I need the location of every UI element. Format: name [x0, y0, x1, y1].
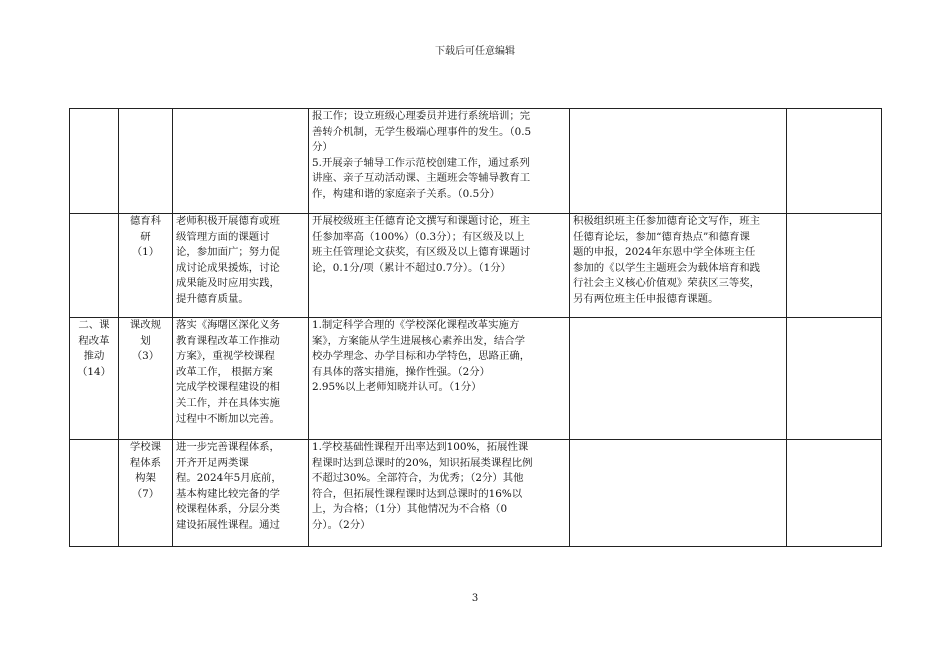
cell-line: 讲座、亲子互动活动课、主题班会等辅导教育工: [312, 172, 531, 185]
table-row: [70, 440, 882, 547]
cell-line: 划: [140, 334, 151, 347]
cell-line: 报工作；设立班级心理委员并进行系统培训；完: [312, 110, 531, 122]
cell-line: 校课程体系，分层分类: [176, 503, 280, 516]
cell-line: 有具体的落实措施，操作性强。（2分）: [312, 365, 491, 378]
cell-line: 参加的《以学生主题班会为载体培育和践: [573, 261, 761, 274]
cell-line: 案》，方案能从学生进展核心素养出发，结合学: [312, 334, 526, 347]
cell-line: 教育课程改革工作推动: [176, 334, 280, 347]
cell-line: 级管理方面的课题讨: [176, 230, 270, 243]
cell-line: 任参加率高（100%）（0.3分）；有区级及以上: [312, 230, 525, 243]
cell-line: 构架: [135, 472, 156, 485]
cell-line: 班主任管理论文获奖，有区级及以上德育课题讨: [312, 246, 531, 259]
cell-line: 论，参加面广；努力促: [176, 246, 280, 259]
cell-line: 不超过30%。全部符合，为优秀；（2分）其他: [312, 472, 524, 485]
page-number: 3: [471, 593, 479, 604]
criteria-cell: [309, 109, 570, 214]
cell-line: 成果能及时应用实践，: [176, 277, 280, 290]
table-row: [70, 214, 882, 318]
cell-line: 2.95%以上老师知晓并认可。（1分）: [312, 381, 482, 394]
table-row: [70, 318, 882, 440]
cell-line: （3）: [131, 350, 160, 363]
self-eval-cell: [570, 109, 787, 214]
requirement-cell: [173, 318, 309, 440]
cell-line: 完成学校课程建设的相: [176, 381, 280, 394]
cell-line: 成讨论成果援炼，讨论: [176, 261, 280, 274]
cell-line: 论，0.1分/项（累计不超过0.7分）。（1分）: [312, 261, 512, 274]
cell-line: 任德育论坛，参加“德育热点”和德育课: [573, 230, 750, 243]
cell-line: （1）: [131, 246, 160, 259]
cell-line: 关工作，并在具体实施: [176, 396, 280, 409]
cell-line: 程改革: [78, 334, 110, 347]
cell-line: 学校课: [129, 441, 162, 453]
cell-line: 分）: [312, 141, 333, 154]
score-cell: [787, 440, 882, 547]
cell-line: 作，构建和谐的家庭亲子关系。（0.5分）: [312, 187, 500, 200]
criteria-cell: [309, 318, 570, 440]
item-cell: [119, 440, 173, 547]
cell-line: 方案》，重视学校课程: [176, 350, 275, 363]
cell-line: 研: [140, 230, 151, 243]
cell-line: 课改规: [129, 319, 162, 331]
requirement-cell: [173, 440, 309, 547]
cell-line: 开展校级班主任德育论文撰写和课题讨论，班主: [312, 215, 531, 227]
cell-line: 德育科: [129, 215, 162, 227]
category-cell: [70, 440, 119, 547]
cell-line: 符合，但拓展性课程课时达到总课时的16%以: [312, 487, 523, 500]
cell-line: （7）: [131, 487, 160, 500]
cell-line: 上，为合格；（1分）其他情况为不合格（0: [312, 503, 508, 516]
cell-line: 建设拓展性课程。通过: [176, 518, 280, 531]
cell-line: 开齐开足两类课: [176, 456, 249, 469]
cell-line: 1.学校基础性课程开出率达到100%，拓展性课: [312, 441, 529, 453]
category-cell: [70, 318, 119, 440]
score-cell: [787, 109, 882, 214]
criteria-cell: [309, 440, 570, 547]
cell-line: 落实《海曙区深化义务: [176, 319, 280, 331]
cell-line: 行社会主义核心价值观》荣获区三等奖，: [573, 277, 761, 290]
cell-line: 积极组织班主任参加德育论文写作，班主: [573, 215, 761, 227]
category-cell: [70, 109, 119, 214]
cell-line: 进一步完善课程体系，: [176, 441, 280, 453]
cell-line: 题的申报，2024年东恩中学全体班主任: [573, 246, 756, 259]
cell-line: 基本构建比较完备的学: [176, 487, 280, 500]
cell-line: 善转介机制，无学生极端心理事件的发生。（0.5: [312, 125, 532, 138]
cell-line: 二、课: [78, 319, 110, 331]
self-eval-cell: [570, 318, 787, 440]
cell-line: 程课时达到总课时的20%，知识拓展类课程比例: [312, 456, 533, 469]
cell-line: 推动: [83, 350, 105, 363]
requirement-cell: [173, 109, 309, 214]
cell-line: 校办学理念、办学目标和办学特色，思路正确，: [312, 350, 531, 363]
table-row: [70, 109, 882, 214]
cell-line: 5.开展亲子辅导工作示范校创建工作，通过系列: [312, 156, 530, 169]
item-cell: [119, 109, 173, 214]
category-cell: [70, 214, 119, 318]
cell-line: 1.制定科学合理的《学校深化课程改革实施方: [312, 319, 520, 331]
cell-line: 改革工作， 根据方案: [176, 365, 273, 378]
cell-line: 提升德育质量。: [176, 292, 249, 305]
page-header: 下载后可任意编辑: [435, 46, 515, 57]
cell-line: （14）: [76, 365, 111, 378]
requirement-cell: [173, 214, 309, 318]
item-cell: [119, 214, 173, 318]
score-cell: [787, 318, 882, 440]
evaluation-table: [69, 108, 882, 547]
score-cell: [787, 214, 882, 318]
item-cell: [119, 318, 173, 440]
self-eval-cell: [570, 440, 787, 547]
cell-line: 程。2024年5月底前，: [176, 472, 282, 485]
criteria-cell: [309, 214, 570, 318]
cell-line: 过程中不断加以完善。: [176, 412, 280, 425]
cell-line: 另有两位班主任申报德育课题。: [573, 292, 719, 305]
cell-line: 分）。（2分）: [312, 518, 371, 531]
cell-line: 老师积极开展德育或班: [176, 215, 280, 227]
self-eval-cell: [570, 214, 787, 318]
cell-line: 程体系: [129, 456, 162, 469]
